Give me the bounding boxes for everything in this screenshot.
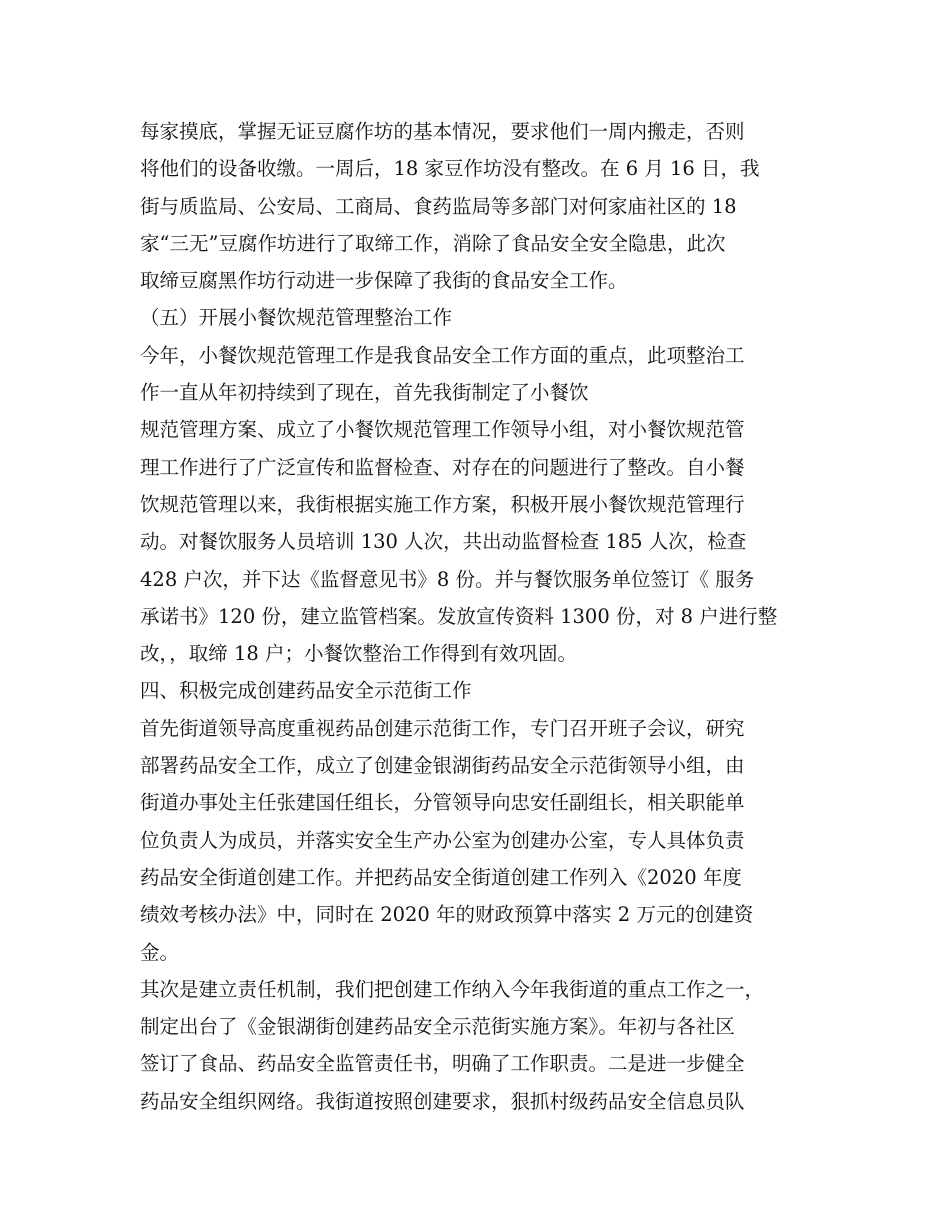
text-line: 药品安全组织网络。我街道按照创建要求，狠抓村级药品安全信息员队 <box>140 1089 745 1113</box>
document-body <box>140 113 830 1120</box>
section-heading: 四、积极完成创建药品安全示范街工作 <box>140 679 472 703</box>
text-line: 部署药品安全工作，成立了创建金银湖街药品安全示范街领导小组，由 <box>140 754 745 778</box>
text-line: 首先街道领导高度重视药品创建示范街工作，专门召开班子会议，研究 <box>140 716 745 740</box>
text-line: 取缔豆腐黑作坊行动进一步保障了我街的食品安全工作。 <box>140 269 628 293</box>
section-heading: （五）开展小餐饮规范管理整治工作 <box>140 306 453 330</box>
text-line: 街道办事处主任张建国任组长，分管领导向忠安任副组长，相关职能单 <box>140 791 745 815</box>
text-line: 428 户次，并下达《监督意见书》8 份。并与餐饮服务单位签订《 服务 <box>140 567 755 591</box>
text-line: 每家摸底，掌握无证豆腐作坊的基本情况，要求他们一周内搬走，否则 <box>140 120 745 143</box>
text-line: 作一直从年初持续到了现在，首先我街制定了小餐饮 <box>140 381 589 405</box>
text-line: 签订了食品、药品安全监管责任书，明确了工作职责。二是进一步健全 <box>140 1052 745 1076</box>
text-line: 规范管理方案、成立了小餐饮规范管理工作领导小组，对小餐饮规范管 <box>140 418 745 442</box>
text-line: 位负责人为成员，并落实安全生产办公室为创建办公室，专人具体负责 <box>140 828 745 852</box>
text-line: 家“三无”豆腐作坊进行了取缔工作，消除了食品安全安全隐患，此次 <box>140 231 726 255</box>
text-line: 今年，小餐饮规范管理工作是我食品安全工作方面的重点，此项整治工 <box>140 343 745 367</box>
text-line: 药品安全街道创建工作。并把药品安全街道创建工作列入《2020 年度 <box>140 865 742 889</box>
text-line: 绩效考核办法》中，同时在 2020 年的财政预算中落实 2 万元的创建资 <box>140 903 754 927</box>
text-line: 其次是建立责任机制，我们把创建工作纳入今年我街道的重点工作之一， <box>140 977 765 1001</box>
text-line: 将他们的设备收缴。一周后，18 家豆作坊没有整改。在 6 月 16 日，我 <box>140 157 760 181</box>
text-line: 街与质监局、公安局、工商局、食药监局等多部门对何家庙社区的 18 <box>140 194 737 218</box>
text-line: 制定出台了《金银湖街创建药品安全示范街实施方案》。年初与各社区 <box>140 1015 735 1039</box>
text-line: 承诺书》120 份，建立监管档案。发放宣传资料 1300 份，对 8 户进行整 <box>140 604 778 628</box>
text-line: 改，，取缔 18 户；小餐饮整治工作得到有效巩固。 <box>140 642 577 666</box>
text-line: 理工作进行了广泛宣传和监督检查、对存在的问题进行了整改。自小餐 <box>140 455 745 479</box>
text-line: 饮规范管理以来，我街根据实施工作方案，积极开展小餐饮规范管理行 <box>140 492 745 516</box>
text-line: 动。对餐饮服务人员培训 130 人次，共出动监督检查 185 人次，检查 <box>140 530 747 554</box>
text-line: 金。 <box>140 940 180 964</box>
